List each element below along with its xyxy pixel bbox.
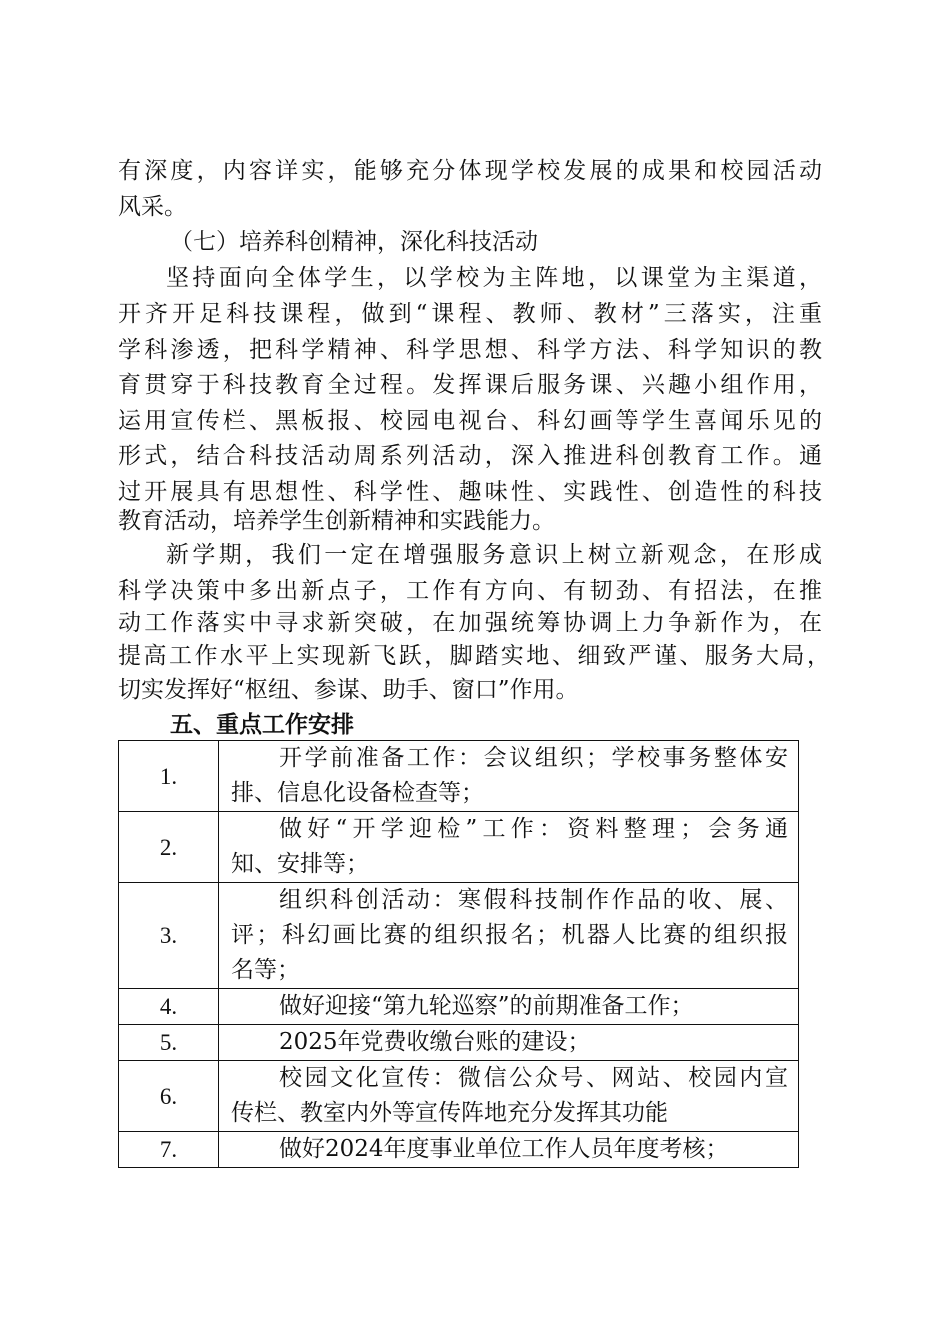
text-line: 运用宣传栏、黑板报、校园电视台、科幻画等学生喜闻乐见的 [118, 408, 822, 434]
cell-line: 组织科创活动：寒假科技制作作品的收、展、 [279, 887, 788, 913]
text-line: 育贯穿于科技教育全过程。发挥课后服务课、兴趣小组作用， [118, 372, 822, 398]
row-content [219, 812, 799, 883]
row-number: 5. [119, 1025, 219, 1061]
table-row [119, 989, 799, 1025]
table-row [119, 883, 799, 989]
text-line: 新学期，我们一定在增强服务意识上树立新观念，在形成 [166, 542, 822, 568]
table-row [119, 1061, 799, 1132]
table-row [119, 1132, 799, 1168]
table-row [119, 741, 799, 812]
text-line: 学科渗透，把科学精神、科学思想、科学方法、科学知识的教 [118, 337, 822, 363]
text-line: 坚持面向全体学生，以学校为主阵地，以课堂为主渠道， [166, 265, 822, 291]
text-line: 有深度，内容详实，能够充分体现学校发展的成果和校园活动 [118, 158, 822, 184]
text-line: 教育活动，培养学生创新精神和实践能力。 [118, 508, 555, 534]
cell-line: 做好2024年度事业单位工作人员年度考核； [279, 1136, 729, 1162]
cell-line: 排、信息化设备检查等； [231, 780, 484, 806]
text-line: 过开展具有思想性、科学性、趣味性、实践性、创造性的科技 [118, 479, 822, 505]
table-row [119, 812, 799, 883]
row-content [219, 1061, 799, 1132]
row-content [219, 989, 799, 1025]
row-number: 2. [119, 812, 219, 883]
text-line: 开齐开足科技课程，做到“课程、教师、教材”三落实，注重 [118, 301, 822, 327]
subsection-heading: （七）培养科创精神，深化科技活动 [170, 229, 538, 255]
section-title: 五、重点工作安排 [170, 712, 354, 738]
text-line: 切实发挥好“枢纽、参谋、助手、窗口”作用。 [118, 677, 579, 703]
text-line: 形式，结合科技活动周系列活动，深入推进科创教育工作。通 [118, 443, 822, 469]
work-schedule-table [118, 740, 799, 1168]
cell-line: 校园文化宣传：微信公众号、网站、校园内宣 [279, 1065, 788, 1091]
cell-line: 做好迎接“第九轮巡察”的前期准备工作； [279, 993, 694, 1019]
cell-line: 名等； [231, 957, 300, 983]
row-number: 7. [119, 1132, 219, 1168]
cell-line: 开学前准备工作：会议组织；学校事务整体安 [279, 745, 788, 771]
row-content [219, 1132, 799, 1168]
text-line: 动工作落实中寻求新突破，在加强统筹协调上力争新作为，在 [118, 610, 822, 636]
text-line: 提高工作水平上实现新飞跃，脚踏实地、细致严谨、服务大局， [118, 643, 830, 669]
cell-line: 评；科幻画比赛的组织报名；机器人比赛的组织报 [231, 922, 788, 948]
row-number: 3. [119, 883, 219, 989]
text-line: 科学决策中多出新点子，工作有方向、有韧劲、有招法，在推 [118, 578, 822, 604]
row-content [219, 1025, 799, 1061]
cell-line: 2025年党费收缴台账的建设； [279, 1029, 591, 1055]
row-content [219, 883, 799, 989]
text-line: 风采。 [118, 194, 187, 220]
cell-line: 传栏、教室内外等宣传阵地充分发挥其功能 [231, 1100, 668, 1126]
row-number: 6. [119, 1061, 219, 1132]
row-number: 1. [119, 741, 219, 812]
row-content [219, 741, 799, 812]
row-number: 4. [119, 989, 219, 1025]
cell-line: 知、安排等； [231, 851, 369, 877]
cell-line: 做好“开学迎检”工作：资料整理；会务通 [279, 816, 788, 842]
table-row [119, 1025, 799, 1061]
